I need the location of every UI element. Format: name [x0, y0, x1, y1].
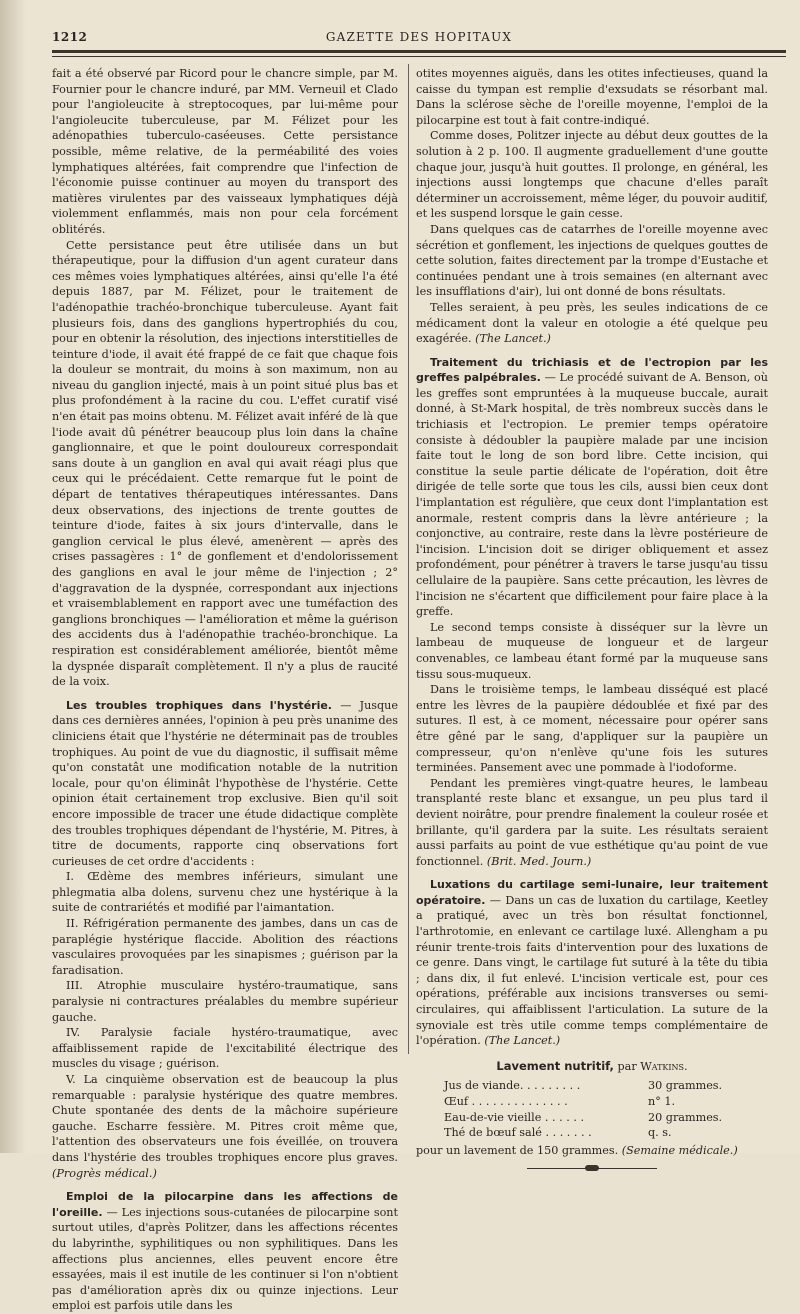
recipe-ingredient: Œuf . . . . . . . . . . . . . . — [444, 1095, 568, 1108]
paragraph: Dans le troisième temps, le lambeau disséqué est placé entre les lèvres de la paupière dédoublée et fixé par des sutures. Il est, à ce moment, nécessaire pour opérer sans être gêné par le sang, d'appliquer sur la paupière un compresseur, qu'on n'enlève qu'une fois les sutures terminées. Pansement avec une pommade à l'iodoforme. — [416, 683, 768, 775]
recipe-heading: Lavement nutritif, — [496, 1058, 614, 1073]
recipe-row — [444, 1078, 744, 1094]
header-rule-thin — [52, 56, 786, 57]
list-item-text: V. La cinquième observation est de beaucoup la plus remarquable : paralysie hystérique des quatre membres. Chute spontanée des dents de la mâchoire supérieure gauche. Escharre fessière. M. Pitres croit même que, l'attention des observateurs une fois éveillée, on trouvera dans l'hystérie des troubles trophiques encore plus graves. — [52, 1073, 398, 1164]
article-cartilage — [416, 877, 768, 1049]
recipe-row — [444, 1125, 744, 1141]
paragraph-text: Telles seraient, à peu près, les seules indications de ce médicament dont la valeur en otologie a été quelque peu exagérée. — [416, 300, 768, 346]
recipe-ingredient: Eau-de-vie vieille . . . . . . — [444, 1110, 585, 1124]
paragraph: otites moyennes aiguës, dans les otites infectieuses, quand la caisse du tympan est remplie d'exsudats se résorbant mal. Dans la sclérose sèche de l'oreille moyenne, l'emploi de la pilocarpine est tout à fait contre-indiqué. — [416, 67, 768, 127]
source-citation: (Semaine médicale.) — [621, 1143, 738, 1157]
list-item — [52, 1072, 398, 1181]
article-hysteria — [52, 698, 398, 870]
page-binding-shadow — [0, 0, 26, 1153]
list-item: IV. Paralysie faciale hystéro-traumatique, avec affaiblissement rapide de l'excitabilité électrique des muscles du visage ; guérison. — [52, 1026, 398, 1071]
article-text: — Le procédé suivant de A. Benson, où les greffes sont empruntées à la muqueuse buccale, aurait donné, à St-Mark hospital, de très nombreux succès dans le trichiasis et l'ectropion. Le premier temps opératoire consiste à dédoubler la paupière malade par une incision faite tout le long de son bord libre. Cette incision, qui constitue la seule partie délicate de l'opération, doit être dirigée de telle sorte que tous les cils, aussi bien ceux dont l'implantation est régulière, que ceux dont l'implantation est anormale, restent compris dans la lèvre antérieure ; la conjonctive, au contraire, reste dans la lèvre postérieure de l'incision. L'incision doit se diriger obliquement et assez profondément, pour pénétrer à travers le tarse jusqu'au tissu cellulaire de la paupière. Sans cette précaution, les lèvres de l'incision ne s'écartent que difficilement pour faire place à la greffe. — [416, 371, 768, 619]
header-rule-thick — [52, 50, 786, 53]
running-head — [52, 30, 786, 48]
column-divider — [408, 64, 409, 1054]
article-heading: Les troubles trophiques dans l'hystérie. — [66, 698, 332, 712]
list-item: III. Atrophie musculaire hystéro-traumatique, sans paralysie ni contractures préalables du membre supérieur gauche. — [52, 979, 398, 1024]
recipe-footnote — [416, 1143, 768, 1159]
paragraph: Le second temps consiste à disséquer sur la lèvre un lambeau de muqueuse de longueur et de largeur convenables, ce lambeau étant formé par la muqueuse sans tissu sous-muqueux. — [416, 620, 768, 681]
article-trichiasis — [416, 355, 768, 620]
list-item: I. Œdème des membres inférieurs, simulant une phlegmatia alba dolens, survenu chez une hystérique à la suite de contrariétés et modifié par l'aimantation. — [52, 870, 398, 915]
recipe-quantity: 30 grammes. — [648, 1079, 723, 1093]
list-item: II. Réfrigération permanente des jambes, dans un cas de paraplégie hystérique flaccide. Abolition des réactions vasculaires provoquées par les sinapismes ; guérison par la faradisation. — [52, 917, 398, 977]
source-citation: (The Lancet.) — [484, 1034, 561, 1048]
recipe-quantity: n° 1. — [648, 1095, 676, 1108]
article-heading: Traitement du trichiasis et de l'ectropion par les greffes palpébrales. — [416, 355, 768, 385]
recipe-row — [444, 1094, 744, 1110]
right-column — [416, 66, 768, 1172]
recipe-list — [444, 1078, 744, 1140]
article-heading: Emploi de la pilocarpine dans les affections de l'oreille. — [52, 1190, 398, 1219]
paragraph — [416, 776, 768, 870]
source-citation: (Progrès médical.) — [52, 1166, 157, 1180]
recipe-title — [416, 1059, 768, 1075]
article-pilocarpine — [52, 1189, 398, 1314]
recipe-quantity: 20 grammes. — [648, 1110, 723, 1124]
ornament-dot — [585, 1165, 599, 1171]
recipe-by: par — [617, 1059, 637, 1073]
paragraph — [416, 300, 768, 347]
article-text: — Les injections sous-cutanées de pilocarpine sont surtout utiles, d'après Politzer, dans les affections récentes du labyrinthe, syphilitiques ou non syphilitiques. Dans les affections plus anciennes, elles peuvent encore être essayées, mais il est inutile de les continuer si l'on n'obtient pas d'amélioration après dix ou quinze injections. Leur emploi est parfois utile dans les — [52, 1205, 398, 1313]
paragraph: Cette persistance peut être utilisée dans un but thérapeutique, pour la diffusion d'un agent curateur dans ces mêmes voies lymphatiques altérées, ainsi qu'elle l'a été depuis 1887, par M. Félizet, pour le traitement de l'adénopathie trachéo-bronchique tuberculeuse. Ayant fait plusieurs fois, dans des ganglions hypertrophiés du cou, pour en obtenir la résolution, des injections interstitielles de teinture d'iode, il avait été frappé de ce fait que chaque fois la douleur se montrait, du moins à son maximum, non au niveau du ganglion injecté, mais à un point situé plus bas et plus profondément à la racine du cou. L'effet curatif visé n'en était pas moins obtenu. M. Félizet avait inféré de là que l'iode avait dû pénétrer beaucoup plus loin dans la chaîne ganglionnaire, et que le point douloureux correspondait sans doute à un ganglion en aval qui avait réagi plus que ceux qui le précédaient. Cette remarque fut le point de départ de tentatives thérapeutiques intéressantes. Dans deux observations, des injections de trente gouttes de teinture d'iode, faites à six jours d'intervalle, dans le ganglion cervical le plus élevé, amenèrent — après des crises passagères : 1° de gonflement et d'endolorissement des ganglions en aval le jour même de l'injection ; 2° d'aggravation de la dyspnée, correspondant aux injections et vraisemblablement en rapport avec une tuméfaction des ganglions bronchiques — l'amélioration et même la guérison des accidents dus à l'adénopathie trachéo-bronchique. La respiration est considérablement améliorée, bientôt même la dyspnée disparaît complètement. Il n'y a plus de raucité de la voix. — [52, 238, 398, 689]
recipe-ingredient: Thé de bœuf salé . . . . . . . — [444, 1126, 592, 1140]
paragraph: fait a été observé par Ricord pour le chancre simple, par M. Fournier pour le chancre induré, par MM. Verneuil et Clado pour l'angioleucite à streptocoques, par lui-même pour l'angioleucite tuberculeuse, par M. Félizet pour les adénopathies tuberculo-caséeuses. Cette persistance possible, même relative, de la perméabilité des voies lymphatiques altérées, fait comprendre que l'infection de l'économie puisse continuer au moyen du transport des matières virulentes par des vaisseaux lymphatiques déjà violemment enflammés, mais non pour cela forcément oblitérés. — [52, 67, 398, 236]
page-number: 1212 — [52, 30, 88, 44]
end-ornament-icon — [527, 1164, 657, 1172]
article-text: — Dans un cas de luxation du cartilage, Keetley a pratiqué, avec un très bon résultat fonctionnel, l'arthrotomie, en enlevant ce cartilage luxé. Allengham a pu réunir trente-trois faits d'intervention pour des luxations de ce genre. Dans vingt, le cartilage fut suturé à la tête du tibia ; dans dix, il fut enlevé. L'incision verticale est, pour ces opérations, préférable aux incisions transverses ou semi-circulaires, qui affaiblissent l'articulation. La suture de la synoviale est très utile comme temps complémentaire de l'opération. — [416, 893, 768, 1048]
paragraph: Dans quelques cas de catarrhes de l'oreille moyenne avec sécrétion et gonflement, les injections de quelques gouttes de cette solution, faites directement par la trompe d'Eustache et continuées pendant une à trois semaines (en alternant avec les insufflations d'air), lui ont donné de bons résultats. — [416, 222, 768, 299]
journal-title: GAZETTE DES HOPITAUX — [325, 30, 513, 44]
paragraph: Comme doses, Politzer injecte au début deux gouttes de la solution à 2 p. 100. Il augmente graduellement d'une goutte chaque jour, jusqu'à huit gouttes. Il prolonge, en général, les injections aussi longtemps que chacune d'elles paraît déterminer un accroissement, même léger, du pouvoir auditif, et les suspend lorsque le gain cesse. — [416, 129, 768, 221]
recipe-foot-text: pour un lavement de 150 grammes. — [416, 1143, 619, 1157]
recipe-author: Watkins. — [640, 1059, 688, 1073]
recipe-ingredient: Jus de viande. . . . . . . . . — [444, 1079, 581, 1093]
article-heading: Luxations du cartilage semi-lunaire, leur traitement opératoire. — [416, 878, 768, 907]
paragraph-text: Pendant les premières vingt-quatre heures, le lambeau transplanté reste blanc et exsangue, un peu plus tard il devient noirâtre, pour prendre finalement la couleur rosée et brillante, qu'il gardera par la suite. Les résultats seraient aussi parfaits au point de vue esthétique qu'au point de vue fonctionnel. — [416, 776, 768, 868]
source-citation: (The Lancet.) — [475, 332, 551, 346]
article-text: — Jusque dans ces dernières années, l'opinion à peu près unanime des cliniciens était que l'hystérie ne déterminait pas de troubles trophiques. Au point de vue du diagnostic, il suffisait même qu'on constatât une modification notable de la nutrition locale, pour qu'on éliminât l'hypothèse de l'hystérie. Cette opinion était certainement trop exclusive. Bien qu'il soit encore impossible de tracer une étude didactique complète des troubles trophiques dépendant de l'hystérie, M. Pitres, à titre de documents, rapporte cinq observations fort curieuses de cet ordre d'accidents : — [52, 698, 399, 868]
recipe-quantity: q. s. — [648, 1126, 672, 1140]
left-column — [52, 66, 398, 1314]
source-citation: (Brit. Med. Journ.) — [486, 854, 592, 868]
recipe-row — [444, 1110, 744, 1126]
